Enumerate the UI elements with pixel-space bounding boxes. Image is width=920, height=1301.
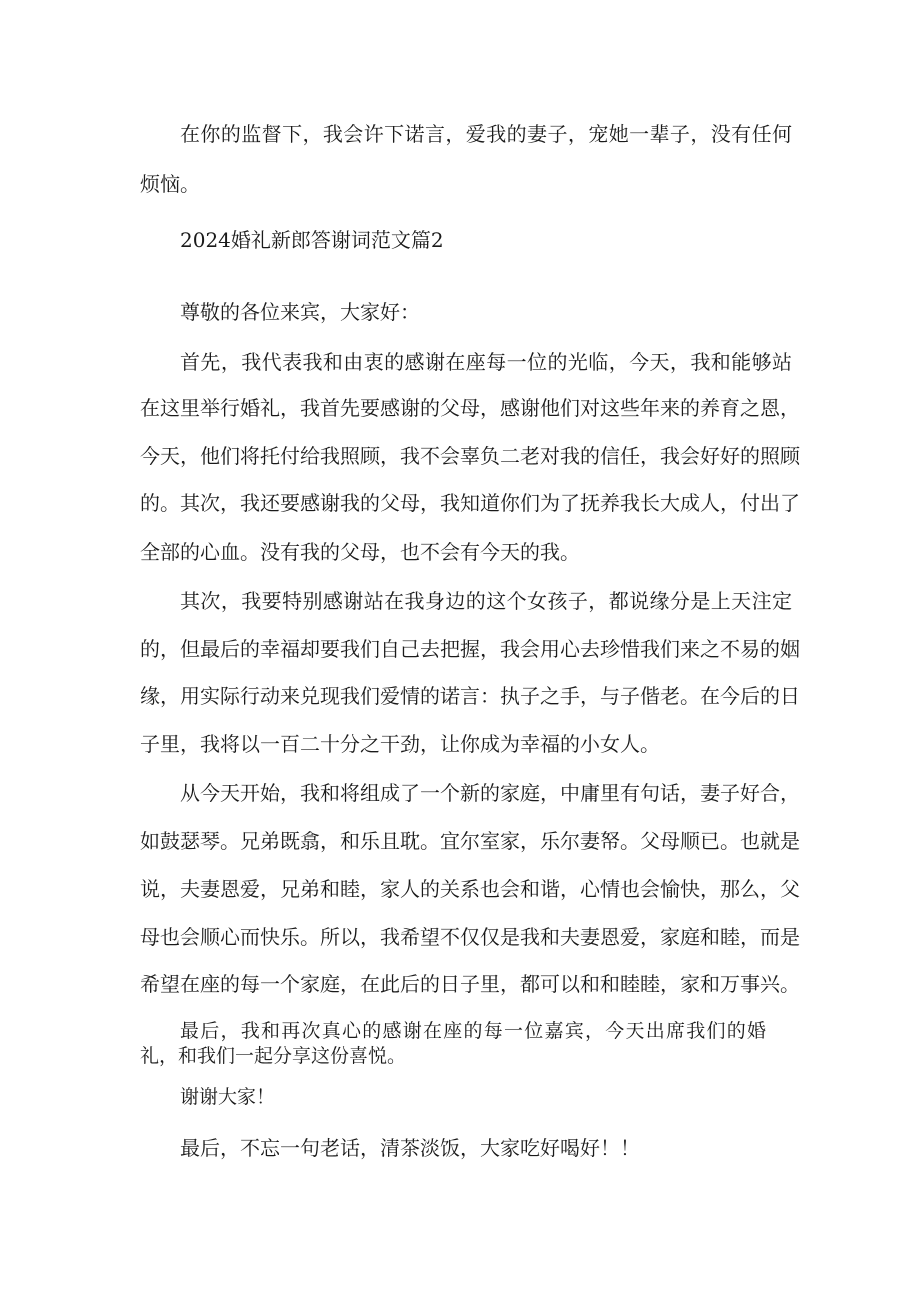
greeting: 尊敬的各位来宾，大家好： [180, 300, 420, 324]
paragraph-2-line-2: 在这里举行婚礼，我首先要感谢的父母，感谢他们对这些年来的养育之恩， [140, 396, 800, 420]
paragraph-2-line-4: 的。其次，我还要感谢我的父母，我知道你们为了抚养我长大成人，付出了 [140, 491, 800, 515]
paragraph-2-line-3: 今天，他们将托付给我照顾，我不会辜负二老对我的信任，我会好好的照顾 [140, 444, 800, 468]
paragraph-4-line-3: 说，夫妻恩爱，兄弟和睦，家人的关系也会和谐，心情也会愉快，那么，父 [140, 877, 800, 901]
paragraph-4-line-5: 希望在座的每一个家庭，在此后的日子里，都可以和和睦睦，家和万事兴。 [140, 972, 800, 996]
paragraph-2-line-1: 首先，我代表我和由衷的感谢在座每一位的光临，今天，我和能够站 [180, 350, 792, 374]
paragraph-4-line-2: 如鼓瑟琴。兄弟既翕，和乐且耽。宜尔室家，乐尔妻帑。父母顺已。也就是 [140, 829, 800, 853]
paragraph-5-line-1: 最后，我和再次真心的感谢在座的每一位嘉宾，今天出席我们的婚 [180, 1020, 766, 1042]
paragraph-1-line-2: 烦恼。 [140, 172, 200, 196]
section-heading: 2024婚礼新郎答谢词范文篇2 [180, 228, 444, 252]
paragraph-1-line-1: 在你的监督下，我会许下诺言，爱我的妻子，宠她一辈子，没有任何 [180, 122, 792, 146]
thanks-line: 谢谢大家！ [180, 1086, 276, 1108]
closing-line: 最后，不忘一句老话，清茶淡饭，大家吃好喝好！！ [180, 1136, 640, 1160]
paragraph-4-line-4: 母也会顺心而快乐。所以，我希望不仅仅是我和夫妻恩爱，家庭和睦，而是 [140, 925, 800, 949]
paragraph-3-line-3: 缘，用实际行动来兑现我们爱情的诺言：执子之手，与子偕老。在今后的日 [140, 684, 800, 708]
paragraph-3-line-4: 子里，我将以一百二十分之干劲，让你成为幸福的小女人。 [140, 732, 660, 756]
paragraph-4-line-1: 从今天开始，我和将组成了一个新的家庭，中庸里有句话，妻子好合， [180, 781, 800, 805]
paragraph-5-line-2: 礼，和我们一起分享这份喜悦。 [140, 1045, 407, 1067]
paragraph-3-line-1: 其次，我要特别感谢站在我身边的这个女孩子，都说缘分是上天注定 [180, 589, 792, 613]
paragraph-2-line-5: 全部的心血。没有我的父母，也不会有今天的我。 [140, 540, 580, 564]
paragraph-3-line-2: 的，但最后的幸福却要我们自己去把握，我会用心去珍惜我们来之不易的姻 [140, 637, 800, 661]
